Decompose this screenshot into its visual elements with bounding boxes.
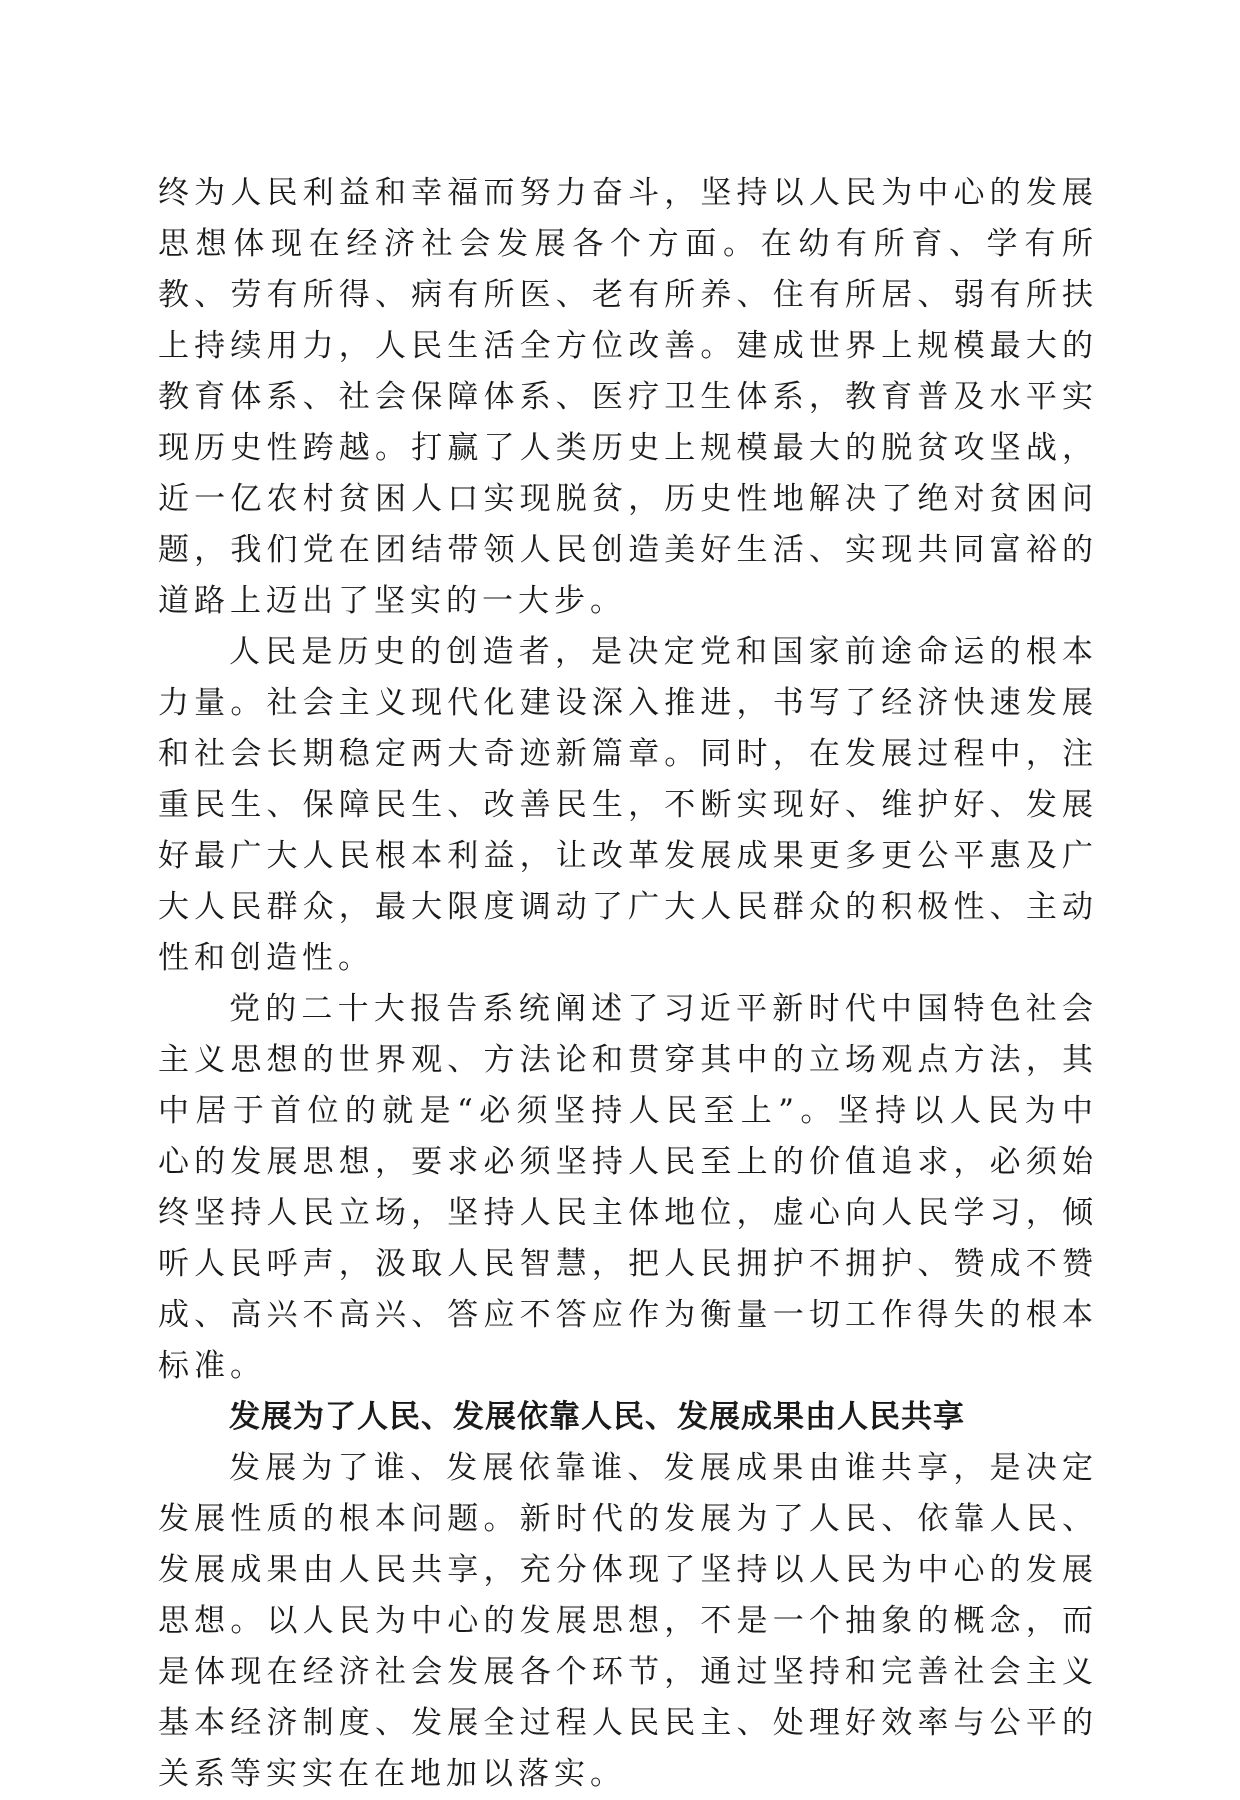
paragraph-continuation: 终为人民利益和幸福而努力奋斗，坚持以人民为中心的发展思想体现在经济社会发展各个方面。在幼有所育、学有所教、劳有所得、病有所医、老有所养、住有所居、弱有所扶上持续用力，人民生活全方位改善。建成世界上规模最大的教育体系、社会保障体系、医疗卫生体系，教育普及水平实现历史性跨越。打赢了人类历史上规模最大的脱贫攻坚战，近一亿农村贫困人口实现脱贫，历史性地解决了绝对贫困问题，我们党在团结带领人民创造美好生活、实现共同富裕的道路上迈出了坚实的一大步。 <box>158 175 1098 619</box>
section-heading: 发展为了人民、发展依靠人民、发展成果由人民共享 <box>229 1399 965 1435</box>
paragraph-twentieth-congress: 党的二十大报告系统阐述了习近平新时代中国特色社会主义思想的世界观、方法论和贯穿其中的立场观点方法，其中居于首位的就是“必须坚持人民至上”。坚持以人民为中心的发展思想，要求必须坚持人民至上的价值追求，必须始终坚持人民立场，坚持人民主体地位，虚心向人民学习，倾听人民呼声，汲取人民智慧，把人民拥护不拥护、赞成不赞成、高兴不高兴、答应不答应作为衡量一切工作得失的根本标准。 <box>158 991 1098 1384</box>
document-page <box>158 168 1098 1800</box>
paragraph-development-for-people: 发展为了谁、发展依靠谁、发展成果由谁共享，是决定发展性质的根本问题。新时代的发展为了人民、依靠人民、发展成果由人民共享，充分体现了坚持以人民为中心的发展思想。以人民为中心的发展思想，不是一个抽象的概念，而是体现在经济社会发展各个环节，通过坚持和完善社会主义基本经济制度、发展全过程人民民主、处理好效率与公平的关系等实实在在地加以落实。 <box>158 1450 1098 1792</box>
paragraph-people-creators: 人民是历史的创造者，是决定党和国家前途命运的根本力量。社会主义现代化建设深入推进，书写了经济快速发展和社会长期稳定两大奇迹新篇章。同时，在发展过程中，注重民生、保障民生、改善民生，不断实现好、维护好、发展好最广大人民根本利益，让改革发展成果更多更公平惠及广大人民群众，最大限度调动了广大人民群众的积极性、主动性和创造性。 <box>158 634 1098 976</box>
